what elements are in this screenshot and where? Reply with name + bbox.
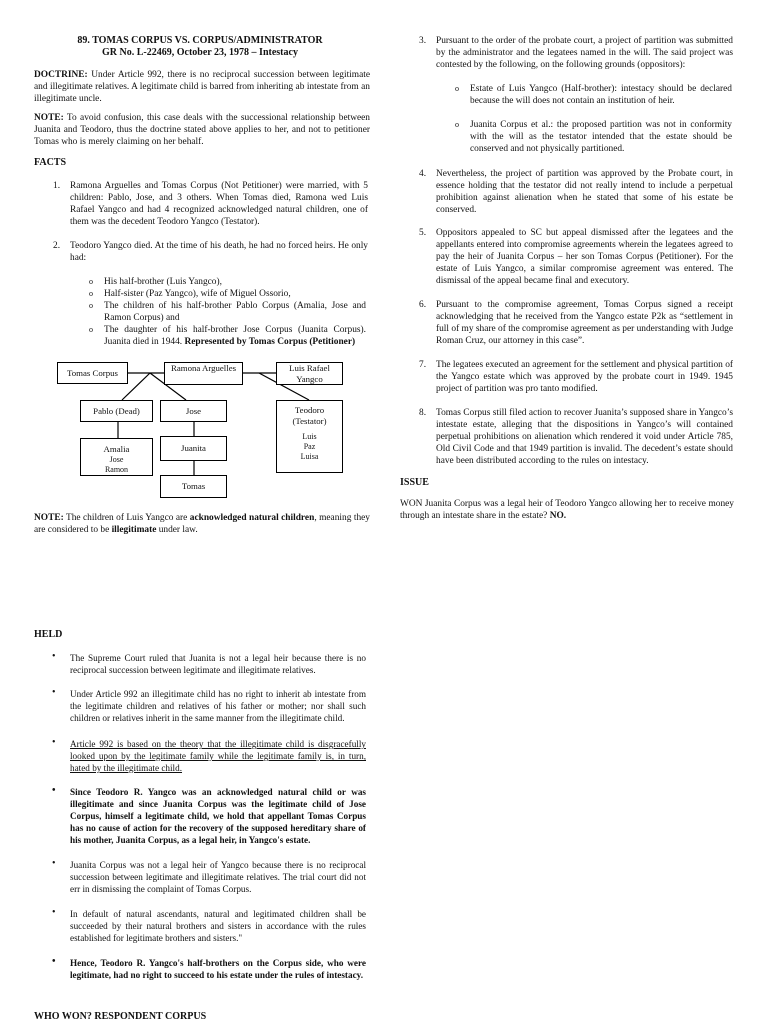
held-text: Hence, Teodoro R. Yangco's half-brothers on the Corpus side, who were legitimate, had no right to succeed to his estate under the rules of intestacy. xyxy=(70,958,366,980)
facts-item-number: 4. xyxy=(419,169,427,179)
facts-item-text: Ramona Arguelles and Tomas Corpus (Not Petitioner) were married, with 5 children: Pablo, Jose, and 3 others. When Tomas died, Ramona wed Luis Rafael Yangco and had 4 recognized acknowledged natural children, one of them was the decedent Teodoro Yangco (Testator). xyxy=(70,181,368,227)
tree-node-tomas-corpus: Tomas Corpus xyxy=(57,362,128,384)
facts-item-number: 5. xyxy=(419,228,427,238)
note-children-bold: illegitimate xyxy=(111,525,157,535)
tree-node-tomas: Tomas xyxy=(160,475,227,498)
facts-item xyxy=(419,359,734,395)
bullet-icon: o xyxy=(89,325,93,334)
bullet-icon: • xyxy=(52,785,56,796)
amalia-label: Amalia xyxy=(103,444,130,454)
heir-text: Half-sister (Paz Yangco), wife of Miguel Ossorio, xyxy=(104,289,291,299)
note-children-bold: acknowledged natural children xyxy=(189,513,315,523)
facts-item xyxy=(419,299,733,347)
note-children-paragraph xyxy=(34,512,370,536)
tree-node-amalia xyxy=(80,438,153,476)
note-text: To avoid confusion, this case deals with the successional relationship between Juanita and Teodoro, thus the doctrine stated above applies to her, and not to petitioner Tomas who is merely claiming on her behalf. xyxy=(34,113,370,147)
bullet-icon: • xyxy=(52,737,56,748)
note-children-text: The children of Luis Yangco are xyxy=(63,513,190,523)
bullet-icon: • xyxy=(52,956,56,967)
note-children-text: under law. xyxy=(156,525,198,535)
bullet-icon: o xyxy=(455,120,459,129)
facts-item-number: 1. xyxy=(53,181,61,191)
heir-text: The children of his half-brother Pablo Corpus (Amalia, Jose and Ramon Corpus) and xyxy=(104,301,366,323)
bullet-icon: • xyxy=(52,858,56,869)
bullet-icon: o xyxy=(89,301,93,310)
held-item xyxy=(52,907,366,944)
teodoro-label: Teodoro (Testator) xyxy=(292,405,327,426)
issue-answer: NO. xyxy=(549,511,567,521)
case-title-line1: 89. TOMAS CORPUS VS. CORPUS/ADMINISTRATOR xyxy=(77,35,323,46)
held-item xyxy=(52,785,366,846)
note-children-text: , meaning they are considered to be xyxy=(34,513,370,535)
facts-item-number: 8. xyxy=(419,408,427,418)
held-heading: HELD xyxy=(34,629,63,640)
heir-bold-text: Represented by Tomas Corpus (Petitioner) xyxy=(184,337,356,347)
ground-text: Juanita Corpus et al.: the proposed partition was not in conformity with the will as the testator intended that the estate should be conserved and not physically partitioned. xyxy=(470,120,732,154)
facts-item xyxy=(419,168,733,216)
held-text: Article 992 is based on the theory that the illegitimate child is disgracefully looked upon by the legitimate family while the legitimate family is, in turn, hated by the illegitimate child. xyxy=(70,739,366,773)
note-children-label: NOTE: xyxy=(34,513,64,523)
facts-item-number: 7. xyxy=(419,360,427,370)
issue-text xyxy=(400,498,734,522)
tree-node-teodoro xyxy=(276,400,343,473)
teodoro-siblings: Luis Paz Luisa xyxy=(300,432,319,461)
issue-question: WON Juanita Corpus was a legal heir of Teodoro Yangco allowing her to receive money through an intestate share in the estate? xyxy=(400,499,734,521)
facts-item-text: Pursuant to the order of the probate court, a project of partition was submitted by the administrator and the legatees named in the will. The said project was contested by the following, on the following grounds (oppositors): xyxy=(436,36,733,70)
tree-node-jose: Jose xyxy=(160,400,227,422)
facts-item-number: 6. xyxy=(419,300,427,310)
facts-item-text: Pursuant to the compromise agreement, Tomas Corpus signed a receipt acknowledging that he received from the Yangco estate P2k as “settlement in full of my share of the compromise agreement as per understanding with Judge Roman Cruz, our attorney in this case”. xyxy=(436,300,733,346)
facts-item xyxy=(419,407,733,467)
facts-item-number: 3. xyxy=(419,36,427,46)
tree-node-ramona: Ramona Arguelles xyxy=(164,362,243,385)
held-item xyxy=(52,687,366,724)
held-item xyxy=(52,651,366,676)
issue-heading: ISSUE xyxy=(400,477,429,488)
case-title-line2: GR No. L-22469, October 23, 1978 – Intestacy xyxy=(102,47,298,58)
tree-node-juanita: Juanita xyxy=(160,436,227,461)
facts-item-text: Nevertheless, the project of partition was approved by the Probate court, in essence holding that the testator did not really intend to include a perpetual prohibition against alienation when he stated that some of his estate be conserved. xyxy=(436,169,733,215)
doctrine-text: Under Article 992, there is no reciprocal succession between legitimate and illegitimate relatives. A legitimate child is barred from inheriting ab intestate from an illegitimate uncle. xyxy=(34,70,370,104)
ground-text: Estate of Luis Yangco (Half-brother): intestacy should be declared because the will does not contain an institution of heir. xyxy=(470,84,732,106)
facts-item-text: The legatees executed an agreement for the settlement and physical partition of the Yangco estate which was approved by the probate court in 1949. 1945 project of partition was pro tanto modified. xyxy=(436,360,734,394)
held-text: The Supreme Court ruled that Juanita is not a legal heir because there is no reciprocal succession between legitimate and illegitimate relatives. xyxy=(70,653,366,675)
note-label: NOTE: xyxy=(34,113,64,123)
bullet-icon: o xyxy=(89,277,93,286)
held-item xyxy=(52,956,366,981)
tree-node-pablo: Pablo (Dead) xyxy=(80,400,153,422)
ground-item xyxy=(455,83,732,107)
facts-item xyxy=(419,35,733,71)
bullet-icon: • xyxy=(52,687,56,698)
who-won: WHO WON? RESPONDENT CORPUS xyxy=(34,1011,207,1022)
heir-text: His half-brother (Luis Yangco), xyxy=(104,277,222,287)
held-text: Since Teodoro R. Yangco was an acknowledged natural child or was illegitimate and since Juanita Corpus was the legitimate child of Jose Corpus, himself a legitimate child, we hold that appellant Tomas Corpus has no cause of action for the recovery of the supposed hereditary share of his mother, Juanita Corpus, as a legal heir, in Yangco's estate. xyxy=(70,787,366,845)
held-item xyxy=(52,858,366,895)
bullet-icon: o xyxy=(89,289,93,298)
facts-heading: FACTS xyxy=(34,157,67,168)
heir-text: The daughter of his half-brother Jose Corpus (Juanita Corpus). Juanita died in 1944. xyxy=(104,325,366,347)
facts-item-text: Tomas Corpus still filed action to recover Juanita’s supposed share in Yangco’s intestate estate, alleging that the dispositions in Yangco’s will contained perpetual prohibitions on alienation which rendered it void under Article 785, Old Civil Code and that 1949 partition is invalid. The decedent’s estate should have been distributed according to the rules on intestacy. xyxy=(436,408,733,466)
held-text: Under Article 992 an illegitimate child has no right to inherit ab intestate from the legitimate children and relatives of his father or mother; nor shall such children or relatives inherit in the same manner from the illegitimate child. xyxy=(70,689,366,723)
facts-item xyxy=(419,227,733,287)
bullet-icon: o xyxy=(455,84,459,93)
facts-item-text: Teodoro Yangco died. At the time of his death, he had no forced heirs. He only had: xyxy=(70,241,368,263)
ground-item xyxy=(455,119,732,155)
held-text: Juanita Corpus was not a legal heir of Yangco because there is no reciprocal succession between legitimate and illegitimate relatives. The trial court did not err in dismissing the complaint of Tomas Corpus. xyxy=(70,860,366,894)
held-item xyxy=(52,737,366,774)
bullet-icon: • xyxy=(52,907,56,918)
tree-node-luis-rafael: Luis Rafael Yangco xyxy=(276,362,343,385)
bullet-icon: • xyxy=(52,651,56,662)
held-text: In default of natural ascendants, natural and legitimated children shall be succeeded by their natural brothers and sisters in accordance with the rules established for legitimate brothers and sisters." xyxy=(70,909,366,943)
amalia-siblings: Jose Ramon xyxy=(104,455,129,474)
facts-item-number: 2. xyxy=(53,241,61,251)
facts-item-text: Oppositors appealed to SC but appeal dismissed after the legatees and the appellants entered into compromise agreements wherein the legatees agreed to pay the heir of Juanita Corpus – her son Tomas Corpus (Petitioner). For the estate of Luis Yangco, a similar compromise agreement was entered. The dismissal of the appeal became final and executory. xyxy=(436,228,733,286)
doctrine-label: DOCTRINE: xyxy=(34,70,88,80)
